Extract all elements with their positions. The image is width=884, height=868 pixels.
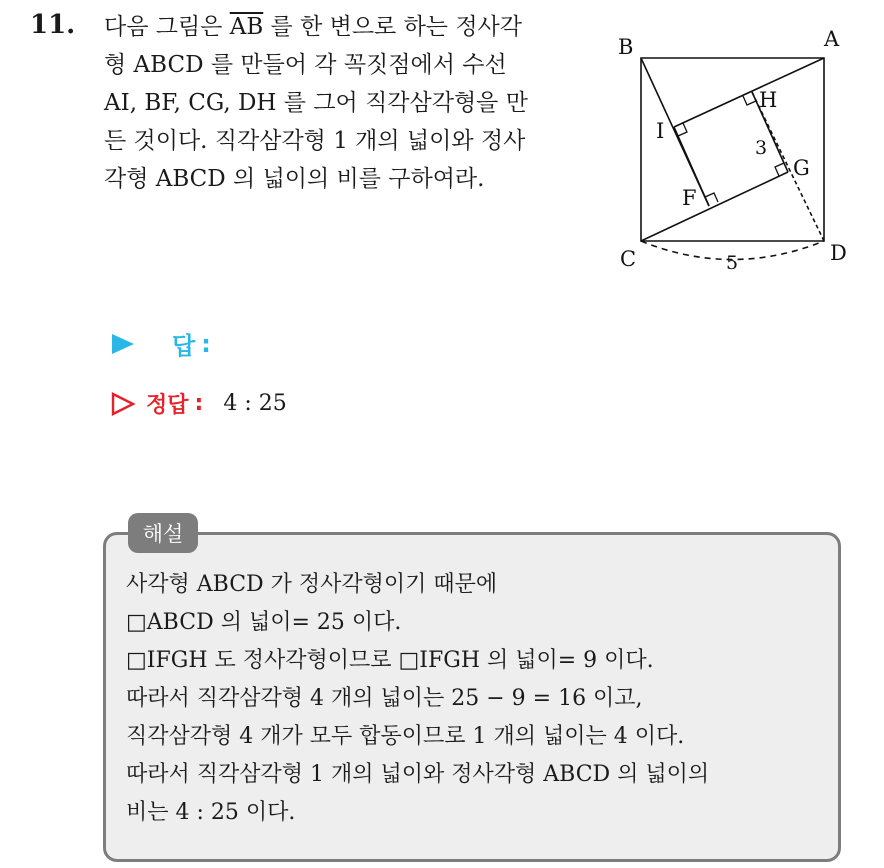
- outline-triangle-icon: [110, 391, 136, 417]
- label-c: C: [620, 247, 637, 271]
- solution-line-5: 직각삼각형 4 개가 모두 합동이므로 1 개의 넓이는 4 이다.: [126, 724, 685, 749]
- label-h: H: [759, 88, 778, 112]
- answer-label: 답: [172, 332, 196, 360]
- solution-line-3: □IFGH 도 정사각형이므로 □IFGH 의 넓이= 9 이다.: [126, 648, 654, 673]
- label-3: 3: [755, 137, 768, 159]
- answer-colon: :: [201, 329, 211, 358]
- segment-ab: $\overline{AB}$: [229, 14, 264, 40]
- square-abcd: [641, 58, 824, 241]
- label-f: F: [682, 186, 697, 210]
- solution-line-7: 비는 4 : 25 이다.: [126, 800, 296, 825]
- solution-line-2: □ABCD 의 넓이= 25 이다.: [126, 610, 402, 635]
- problem-line-5: 각형 ABCD 의 넓이의 비를 구하여라.: [104, 166, 485, 192]
- segment-ai: [674, 58, 824, 127]
- problem-number: 11.: [30, 10, 76, 40]
- answer-row: [110, 326, 211, 361]
- problem-line-4: 든 것이다. 직각삼각형 1 개의 넓이와 정사: [104, 128, 526, 154]
- problem-text: [104, 8, 594, 198]
- solution-text: [126, 566, 709, 832]
- solution-line-6: 따라서 직각삼각형 1 개의 넓이와 정사각형 ABCD 의 넓이의: [126, 762, 710, 787]
- correct-answer-colon: :: [194, 391, 204, 416]
- correct-answer-row: [110, 388, 287, 419]
- label-i: I: [656, 119, 665, 143]
- label-b: B: [618, 35, 634, 59]
- solution-tag: 해설: [128, 513, 198, 553]
- correct-answer-label: 정답: [146, 393, 189, 418]
- play-triangle-icon: [110, 332, 136, 356]
- label-d: D: [830, 241, 847, 265]
- label-5: 5: [726, 252, 739, 274]
- problem-line-2: 형 ABCD 를 만들어 각 꼭짓점에서 수선: [104, 52, 507, 78]
- label-g: G: [793, 156, 810, 180]
- problem-line-3: AI, BF, CG, DH 를 그어 직각삼각형을 만: [104, 90, 528, 116]
- correct-answer-value: 4 : 25: [223, 391, 287, 416]
- problem-line-1: 다음 그림은 $\overline{AB}$ 를 한 변으로 하는 정사각: [104, 14, 522, 40]
- segment-cg: [641, 172, 788, 241]
- solution-line-4: 따라서 직각삼각형 4 개의 넓이는 25 − 9 = 16 이고,: [126, 686, 643, 711]
- label-a: A: [824, 27, 840, 51]
- geometry-figure: [608, 22, 856, 274]
- solution-line-1: 사각형 ABCD 가 정사각형이기 때문에: [126, 572, 498, 597]
